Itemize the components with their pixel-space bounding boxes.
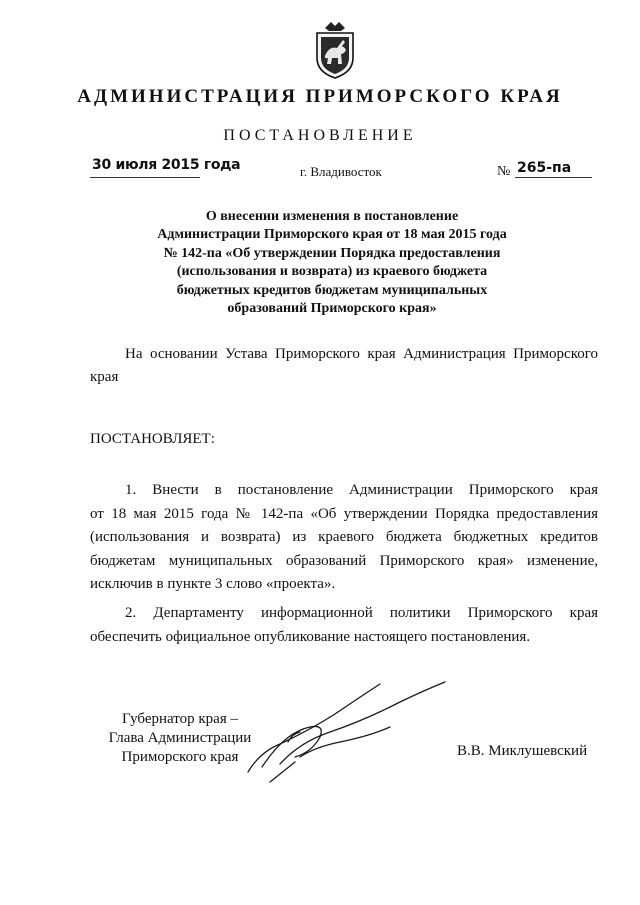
title-line: образований Приморского края»: [227, 301, 437, 317]
decree-item-2: [90, 602, 598, 649]
item-line: 1. Внести в постановление Администрации Приморского края: [125, 482, 598, 498]
signer-position-line: Губернатор края –: [122, 711, 238, 727]
decree-heading: ПОСТАНОВЛЯЕТ:: [90, 431, 215, 447]
coat-of-arms-icon: [311, 18, 359, 80]
item-line: 2. Департаменту информационной политики Приморского края: [125, 605, 598, 621]
document-number: 265-па: [517, 160, 572, 176]
title-line: бюджетных кредитов бюджетам муниципальных: [176, 282, 488, 298]
decree-item-1: [90, 479, 598, 597]
document-type: ПОСТАНОВЛЕНИЕ: [223, 127, 417, 144]
title-line: (использования и возврата) из краевого бюджета: [176, 264, 488, 280]
date-underline: [90, 177, 200, 178]
number-underline: [515, 177, 592, 178]
document-date: 30 июля 2015 года: [92, 157, 241, 173]
document-city: г. Владивосток: [300, 164, 382, 179]
signer-name: В.В. Миклушевский: [457, 743, 588, 759]
document-title: [90, 208, 574, 318]
title-line: О внесении изменения в постановление: [205, 209, 459, 224]
item-line: обеспечить официальное опубликование настоящего постановления.: [90, 628, 531, 645]
item-line: (использования и возврата) из краевого бюджета бюджетных кредитов: [90, 529, 598, 546]
signer-position-line: Глава Администрации: [108, 730, 252, 746]
handwritten-signature: [240, 672, 460, 790]
title-line: № 142-па «Об утверждении Порядка предоставления: [163, 245, 501, 261]
number-sign: №: [497, 164, 511, 179]
basis-paragraph-line: На основании Устава Приморского края Администрация Приморского: [125, 346, 598, 362]
item-line: бюджетам муниципальных образований Приморского края» изменение,: [90, 552, 598, 569]
organization-name: АДМИНИСТРАЦИЯ ПРИМОРСКОГО КРАЯ: [77, 86, 563, 107]
basis-paragraph-end: края: [90, 369, 119, 385]
item-line: исключив в пункте 3 слово «проекта».: [90, 576, 336, 593]
signer-position-line: Приморского края: [121, 749, 239, 765]
item-line: от 18 мая 2015 года № 142-па «Об утверждении Порядка предоставления: [90, 505, 598, 522]
title-line: Администрации Приморского края от 18 мая 2015 года: [157, 227, 507, 243]
